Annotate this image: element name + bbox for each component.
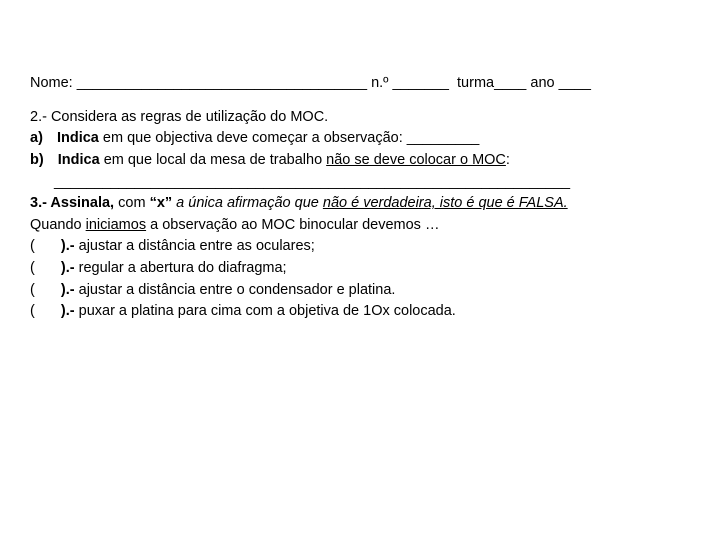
q2-answer-blank[interactable]: ________________________________________________________________ [54, 174, 571, 190]
option-checkbox-open[interactable]: ( [30, 238, 35, 254]
turma-label: turma [457, 75, 495, 91]
option-text: puxar a platina para cima com a objetiva de 1Ox colocada. [78, 303, 456, 319]
q3-italic-underlined: não é verdadeira, isto é que é FALSA. [322, 195, 568, 211]
q3-x-mark: “x” [149, 195, 173, 211]
q2-a-verb: Indica [56, 130, 99, 146]
q2-a-blank[interactable]: _________ [406, 130, 480, 146]
ano-blank[interactable]: ____ [558, 75, 591, 91]
q2-a-text: em que objectiva deve começar a observação: [102, 130, 403, 146]
option-text: ajustar a distância entre o condensador e platina. [78, 282, 396, 298]
q3-italic-text: a única afirmação que [176, 195, 319, 211]
numero-label: n.º [371, 75, 389, 91]
q3-number-verb: 3.- Assinala, [30, 195, 115, 211]
option-checkbox-open[interactable]: ( [30, 303, 35, 319]
option-text: regular a abertura do diafragma; [78, 260, 287, 276]
q2-number: 2.- [30, 109, 47, 125]
numero-blank[interactable]: _______ [392, 75, 449, 91]
q2-verb: Considera [50, 109, 118, 125]
q3-option-3[interactable] [30, 281, 395, 299]
q2-text: as regras de utilização do MOC. [121, 109, 329, 125]
nome-label: Nome: [30, 75, 73, 91]
q2-b-text: em que local da mesa de trabalho [103, 152, 323, 168]
q3-stem [30, 216, 439, 234]
option-text: ajustar a distância entre as oculares; [78, 238, 315, 254]
q3-heading [30, 194, 568, 212]
q2-b-label: b) [30, 152, 44, 168]
q2-b-verb: Indica [57, 152, 100, 168]
q2-b-colon: : [505, 152, 510, 168]
option-checkbox-open[interactable]: ( [30, 282, 35, 298]
q3-com: com [118, 195, 146, 211]
q3-option-4[interactable] [30, 302, 456, 320]
q2-answer-line[interactable] [54, 173, 570, 191]
q3-stem-underlined: iniciamos [85, 217, 147, 233]
q2-b-underlined: não se deve colocar o MOC [326, 152, 506, 168]
option-checkbox-close[interactable]: ).- [60, 282, 75, 298]
nome-blank[interactable]: ____________________________________ [76, 75, 368, 91]
option-checkbox-close[interactable]: ).- [60, 260, 75, 276]
q2-item-b [30, 151, 510, 169]
q3-stem-a: Quando [30, 217, 82, 233]
option-checkbox-open[interactable]: ( [30, 260, 35, 276]
q3-option-1[interactable] [30, 237, 315, 255]
q3-stem-b: a observação ao MOC binocular devemos … [150, 217, 440, 233]
q2-a-label: a) [30, 130, 43, 146]
ano-label: ano [530, 75, 555, 91]
header-line [30, 74, 591, 92]
q2-heading [30, 108, 328, 126]
option-checkbox-close[interactable]: ).- [60, 303, 75, 319]
q2-item-a [30, 129, 479, 147]
option-checkbox-close[interactable]: ).- [60, 238, 75, 254]
turma-blank[interactable]: ____ [494, 75, 527, 91]
q3-option-2[interactable] [30, 259, 287, 277]
